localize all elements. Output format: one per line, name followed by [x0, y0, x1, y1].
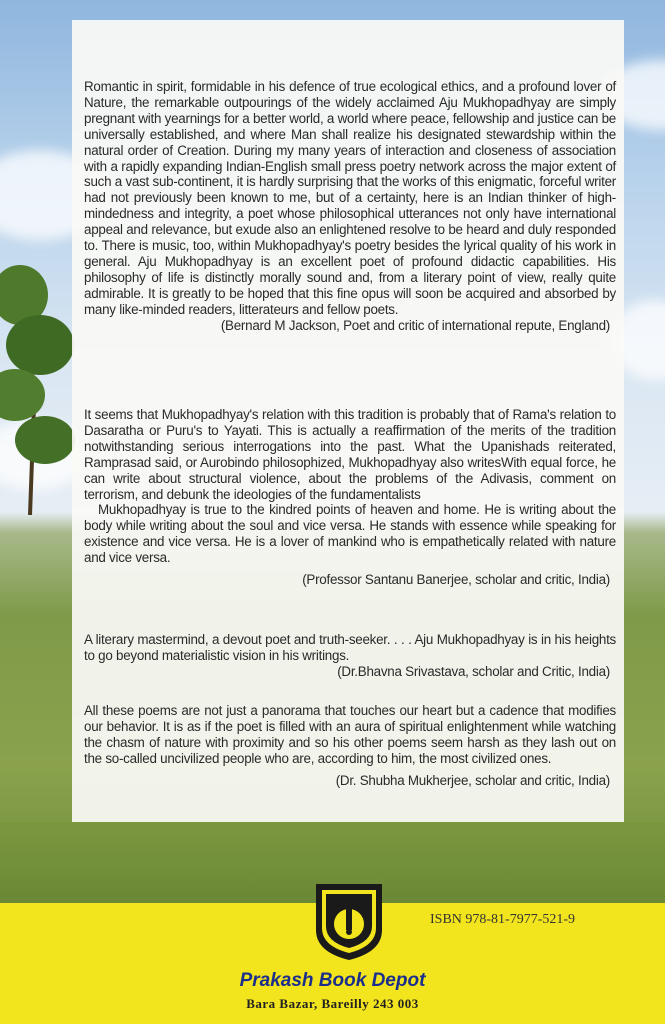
quote-attribution: (Dr.Bhavna Srivastava, scholar and Critic, India)	[337, 663, 610, 679]
quote-paragraph: A literary mastermind, a devout poet and truth-seeker. . . . Aju Mukhopadhyay is in his heights to go beyond materialistic vision in his writings.	[84, 632, 616, 663]
quote-2	[84, 407, 616, 588]
quote-3	[84, 632, 616, 680]
quote-4	[84, 703, 616, 789]
quote-paragraph: Romantic in spirit, formidable in his defence of true ecological ethics, and a profound lover of Nature, the remarkable outpourings of the widely acclaimed Aju Mukhopadhyay are simply pregnant with yearnings for a better world, a world where peace, fellowship and justice can be universally established, and where Man shall realize his designated stewardship within the natural order of Creation. During my many years of interaction and closeness of association with a rapidly expanding Indian-English small press poetry network across the major extent of such a vast sub-continent, it is hardly surprising that the works of this enigmatic, forceful writer had not previously been known to me, but of a certainty, here is an Indian thinker of high-mindedness and integrity, a poet whose philosophical utterances not only have international appeal and relevance, but exude also an enlightened resolve to be heard and duly responded to. There is music, too, within Mukhopadhyay's poetry besides the lyrical quality of his work in general. Aju Mukhopadhyay is an excellent poet of profound didactic capabilities. His philosophy of life is distinctly morally sound and, from a literary point of view, really quite admirable. It is greatly to be hoped that this fine opus will soon be acquired and absorbed by many like-minded readers, litterateurs and fellow poets.	[84, 79, 616, 317]
pbd-logo-icon	[312, 880, 386, 962]
publisher-address: Bara Bazar, Bareilly 243 003	[246, 996, 419, 1011]
quote-attribution: (Professor Santanu Banerjee, scholar and critic, India)	[302, 572, 610, 588]
quote-paragraph: It seems that Mukhopadhyay's relation with this tradition is probably that of Rama's relation to Dasaratha or Puru's to Yayati. This is actually a reaffirmation of the merits of the tradition notwithstanding serious interrogations into the past. What the Upanishads reiterated, Ramprasad said, or Aurobindo philosophized, Mukhopadhyay also writesWith equal force, he can write about structural violence, about the problems of the Adivasis, comment on terrorism, and debunk the ideologies of the fundamentalists	[84, 407, 616, 502]
quote-attribution: (Dr. Shubha Mukherjee, scholar and critic, India)	[335, 772, 610, 788]
publisher-name: Prakash Book Depot	[239, 970, 426, 991]
isbn: ISBN 978-81-7977-521-9	[430, 912, 576, 927]
quote-1	[84, 79, 616, 334]
tree-illustration	[0, 255, 80, 515]
quote-attribution: (Bernard M Jackson, Poet and critic of international repute, England)	[220, 317, 610, 333]
quote-paragraph: All these poems are not just a panorama that touches our heart but a cadence that modifies our behavior. It is as if the poet is filled with an aura of spiritual enlightenment while watching the chasm of nature with proximity and so his other poems seem harsh as they lash out on the so-called uncivilized people who are, according to him, the most civilized ones.	[84, 703, 616, 766]
quote-paragraph: Mukhopadhyay is true to the kindred points of heaven and home. He is writing about the body while writing about the soul and vice versa. He stands with essence while speaking for existence and vice versa. He is a lover of mankind who is empathetically related with nature and vice versa.	[84, 502, 616, 566]
